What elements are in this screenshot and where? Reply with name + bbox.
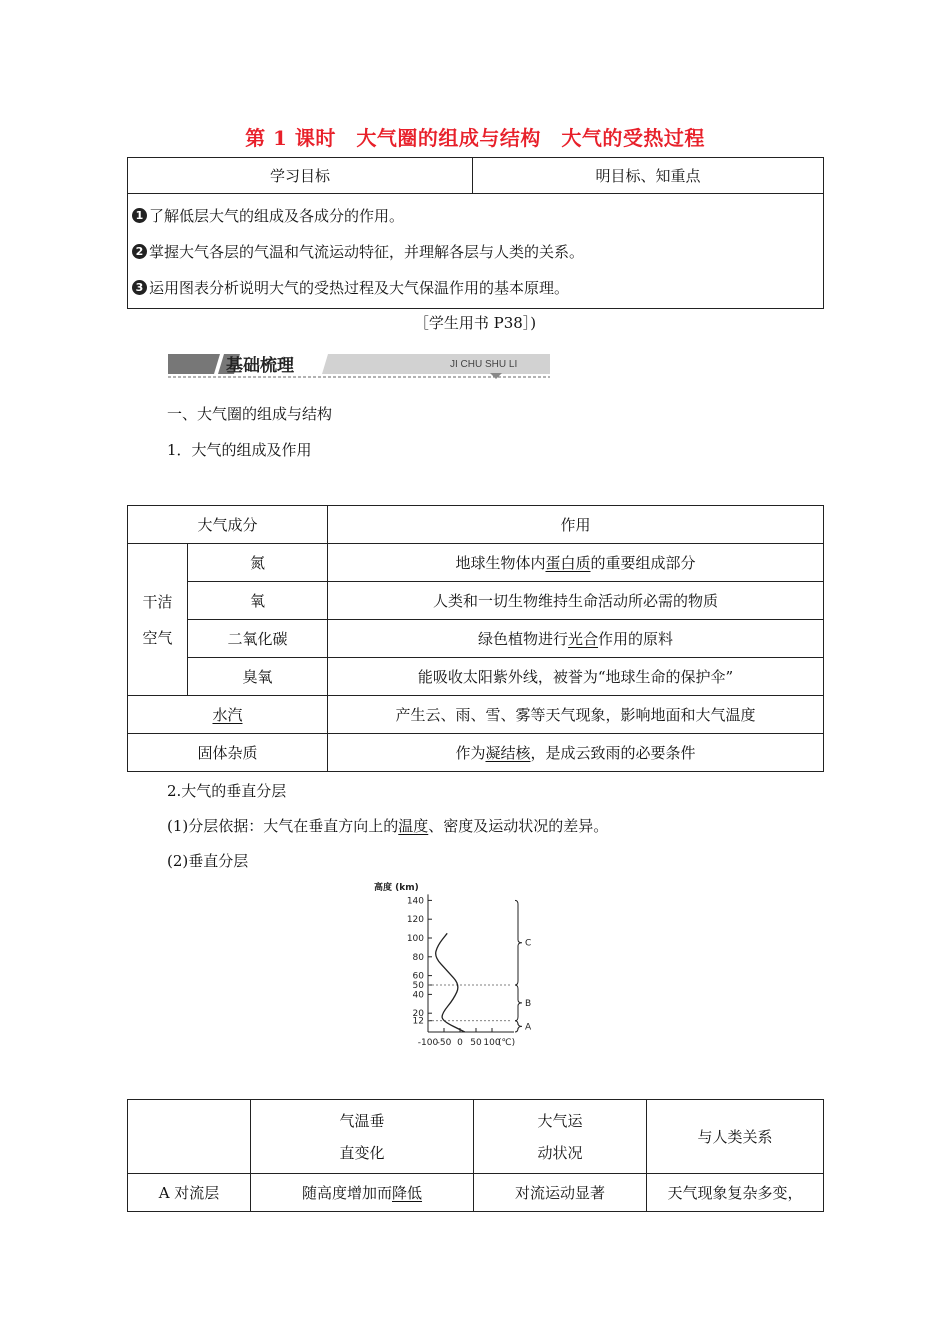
empty-header — [128, 1100, 251, 1174]
objective-text: 了解低层大气的组成及各成分的作用。 — [149, 206, 405, 225]
text-part: 绿色植物进行 — [477, 630, 568, 648]
header-line: 气温垂 — [339, 1111, 385, 1130]
y-tick-label: 60 — [412, 971, 424, 982]
layer-name: A 对流层 — [128, 1174, 251, 1212]
table-row — [128, 696, 824, 734]
text-part: 的重要组成部分 — [590, 554, 696, 572]
layer-table — [127, 1099, 824, 1212]
text-part: 人类和一切生物维持生命活动所必需的物质 — [432, 592, 718, 610]
y-tick-label: 12 — [412, 1016, 424, 1027]
component-function — [328, 658, 824, 696]
table-row — [128, 734, 824, 772]
y-tick-label: 20 — [412, 1009, 424, 1020]
objective-text: 运用图表分析说明大气的受热过程及大气保温作用的基本原理。 — [149, 278, 570, 297]
temperature-change — [251, 1174, 474, 1212]
component-name — [128, 696, 328, 734]
objective-item — [128, 197, 823, 233]
y-axis-label: 高度 (km) — [374, 883, 419, 893]
y-tick-label: 50 — [412, 981, 424, 991]
dry-air-label — [128, 544, 188, 696]
text-part: 随高度增加而 — [301, 1184, 392, 1202]
subsection-heading: 1．大气的组成及作用 — [167, 441, 312, 459]
number-badge: 3 — [132, 280, 147, 295]
text-part: ，是成云致雨的必要条件 — [530, 744, 696, 762]
temperature-altitude-chart — [370, 876, 650, 1056]
x-axis-label: (℃) — [498, 1038, 516, 1048]
temperature-change-header — [251, 1100, 474, 1174]
x-tick-label: -100 — [417, 1038, 439, 1048]
x-tick-label: 50 — [470, 1038, 482, 1048]
x-tick-label: 0 — [457, 1038, 463, 1048]
underlined-answer: 降低 — [392, 1184, 423, 1202]
number-badge: 2 — [132, 244, 147, 259]
subsection-heading: 2.大气的垂直分层 — [167, 782, 287, 800]
component-name: 氧 — [188, 582, 328, 620]
objective-text: 掌握大气各层的气温和气流运动特征，并理解各层与人类的关系。 — [149, 242, 585, 261]
x-tick-label: -50 — [436, 1038, 452, 1048]
component-name: 二氧化碳 — [188, 620, 328, 658]
text-part: 作用的原料 — [598, 630, 674, 648]
component-function — [328, 620, 824, 658]
banner-title: 基础梳理 — [226, 356, 294, 376]
table-row — [128, 658, 824, 696]
text-part: (1)分层依据：大气在垂直方向上的 — [167, 817, 399, 835]
component-function — [328, 544, 824, 582]
layer-brace — [515, 1021, 522, 1032]
temperature-curve — [436, 933, 465, 1032]
underlined-answer: 蛋白质 — [545, 554, 591, 572]
composition-table — [127, 505, 824, 772]
objectives-header-left: 学习目标 — [128, 158, 473, 194]
table-row — [128, 620, 824, 658]
human-relation-header: 与人类关系 — [647, 1100, 824, 1174]
y-tick-label: 120 — [406, 915, 424, 926]
layer-brace — [515, 900, 522, 985]
layer-label: C — [525, 938, 532, 949]
book-reference: ［学生用书 P38］) — [413, 314, 537, 332]
table-row — [128, 582, 824, 620]
component-name: 臭氧 — [188, 658, 328, 696]
y-tick-label: 40 — [412, 990, 424, 1001]
section-banner — [168, 350, 550, 380]
table-row — [128, 1174, 824, 1212]
underlined-answer: 光合 — [567, 630, 598, 648]
human-relation: 天气现象复杂多变， — [647, 1174, 824, 1212]
objectives-list — [128, 194, 824, 309]
header-line: 直变化 — [339, 1143, 385, 1162]
page-title: 第 1 课时 大气圈的组成与结构 大气的受热过程 — [245, 126, 705, 150]
paragraph: (2)垂直分层 — [167, 852, 249, 870]
air-movement: 对流运动显著 — [474, 1174, 647, 1212]
table-row — [128, 544, 824, 582]
underlined-answer: 水汽 — [212, 706, 243, 724]
y-tick-label: 140 — [406, 896, 424, 907]
underlined-answer: 温度 — [398, 817, 429, 835]
dry-air-label-line1: 干洁 — [142, 592, 173, 611]
layer-brace — [515, 985, 522, 1021]
air-movement-header — [474, 1100, 647, 1174]
y-tick-label: 80 — [412, 952, 424, 963]
component-name: 固体杂质 — [128, 734, 328, 772]
layer-label: B — [525, 998, 532, 1009]
header-line: 大气运 — [537, 1111, 583, 1130]
component-name: 氮 — [188, 544, 328, 582]
function-header: 作用 — [328, 506, 824, 544]
number-badge: 1 — [132, 208, 147, 223]
dry-air-label-line2: 空气 — [142, 628, 173, 647]
composition-header: 大气成分 — [128, 506, 328, 544]
x-tick-label: 100 — [483, 1038, 501, 1048]
text-part: 、密度及运动状况的差异。 — [428, 817, 609, 835]
objective-item — [128, 269, 823, 305]
text-part: 地球生物体内 — [455, 554, 546, 572]
header-line: 动状况 — [537, 1143, 583, 1162]
objective-item — [128, 233, 823, 269]
section-heading: 一、大气圈的组成与结构 — [167, 405, 333, 423]
objectives-header-right: 明目标、知重点 — [473, 158, 824, 194]
text-part: 能吸收太阳紫外线，被誉为“地球生命的保护伞” — [417, 668, 734, 686]
y-tick-label: 100 — [406, 934, 424, 944]
underlined-answer: 凝结核 — [485, 744, 531, 762]
layer-label: A — [525, 1022, 532, 1033]
paragraph — [167, 815, 608, 836]
component-function: 产生云、雨、雪、雾等天气现象，影响地面和大气温度 — [328, 696, 824, 734]
component-function — [328, 582, 824, 620]
banner-subtitle: JI CHU SHU LI — [450, 359, 518, 370]
text-part: 作为 — [455, 744, 486, 762]
component-function — [328, 734, 824, 772]
objectives-table — [127, 157, 824, 309]
